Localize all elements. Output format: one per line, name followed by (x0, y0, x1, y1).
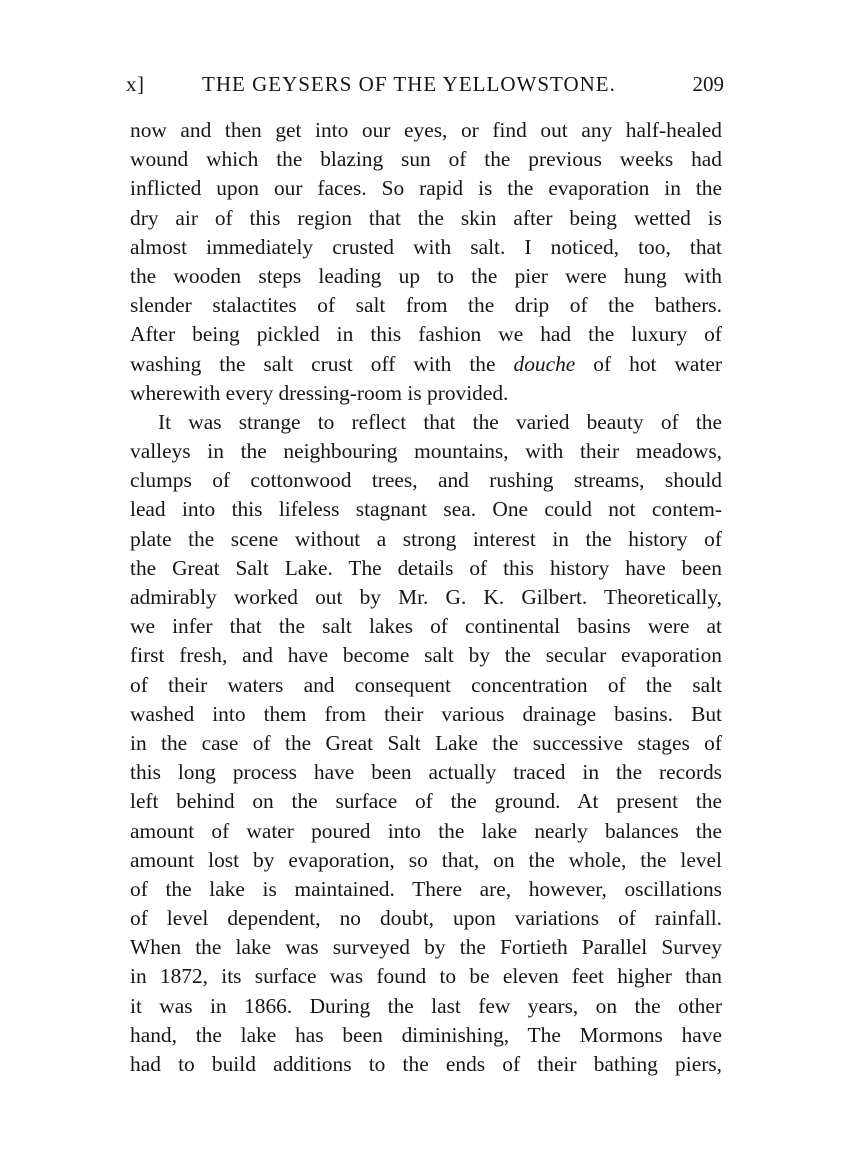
text-line: of the lake is maintained. There are, however, oscillations (130, 876, 722, 901)
text-line: amount of water poured into the lake nearly balances the (130, 818, 722, 843)
text-line: wound which the blazing sun of the previous weeks had (130, 147, 722, 172)
text-line: valleys in the neighbouring mountains, with their meadows, (130, 439, 722, 464)
text-line: amount lost by evaporation, so that, on the whole, the level (130, 847, 722, 872)
page-number: 209 (692, 72, 724, 96)
text-line: hand, the lake has been diminishing, The Mormons have (130, 1022, 722, 1047)
body-text (130, 116, 722, 1079)
text-line: inflicted upon our faces. So rapid is the evaporation in the (130, 176, 722, 201)
chapter-marker: x] (126, 72, 145, 96)
text-line: in the case of the Great Salt Lake the successive stages of (130, 730, 722, 755)
text-line: the Great Salt Lake. The details of this history have been (130, 555, 722, 580)
text-line: this long process have been actually traced in the records (130, 760, 722, 785)
paragraph-start-line: It was strange to reflect that the varied beauty of the (158, 409, 722, 434)
text-line: left behind on the surface of the ground. At present the (130, 789, 722, 814)
text-segment: washing the salt crust off with the (130, 351, 514, 376)
text-line-with-italic (130, 350, 722, 379)
text-line: wherewith every dressing-room is provided. (130, 380, 509, 405)
text-line: dry air of this region that the skin after being wetted is (130, 205, 722, 230)
text-line: washed into them from their various drainage basins. But (130, 701, 722, 726)
text-line: lead into this lifeless stagnant sea. One could not contem- (130, 497, 722, 522)
text-line: the wooden steps leading up to the pier were hung with (130, 263, 722, 288)
text-line: we infer that the salt lakes of continental basins were at (130, 614, 722, 639)
text-line: of level dependent, no doubt, upon variations of rainfall. (130, 906, 722, 931)
text-line: had to build additions to the ends of their bathing piers, (130, 1052, 722, 1076)
text-line: now and then get into our eyes, or find out any half-healed (130, 118, 722, 142)
running-title: THE GEYSERS OF THE YELLOWSTONE. (202, 72, 616, 96)
text-line: it was in 1866. During the last few years, on the other (130, 993, 722, 1018)
text-line: in 1872, its surface was found to be eleven feet higher than (130, 964, 722, 989)
text-line: admirably worked out by Mr. G. K. Gilbert. Theoretically, (130, 585, 722, 609)
text-line: plate the scene without a strong interest in the history of (130, 526, 722, 551)
italic-word: douche (513, 351, 576, 376)
text-segment: of hot water (575, 351, 722, 376)
text-line: of their waters and consequent concentration of the salt (130, 672, 722, 697)
text-line: When the lake was surveyed by the Fortieth Parallel Survey (130, 935, 722, 960)
text-line: first fresh, and have become salt by the secular evaporation (130, 643, 722, 668)
text-line: almost immediately crusted with salt. I noticed, too, that (130, 234, 722, 259)
text-line: clumps of cottonwood trees, and rushing streams, should (130, 468, 722, 493)
text-line: slender stalactites of salt from the drip of the bathers. (130, 293, 722, 318)
text-line: After being pickled in this fashion we had the luxury of (130, 322, 722, 347)
running-header (126, 72, 724, 102)
